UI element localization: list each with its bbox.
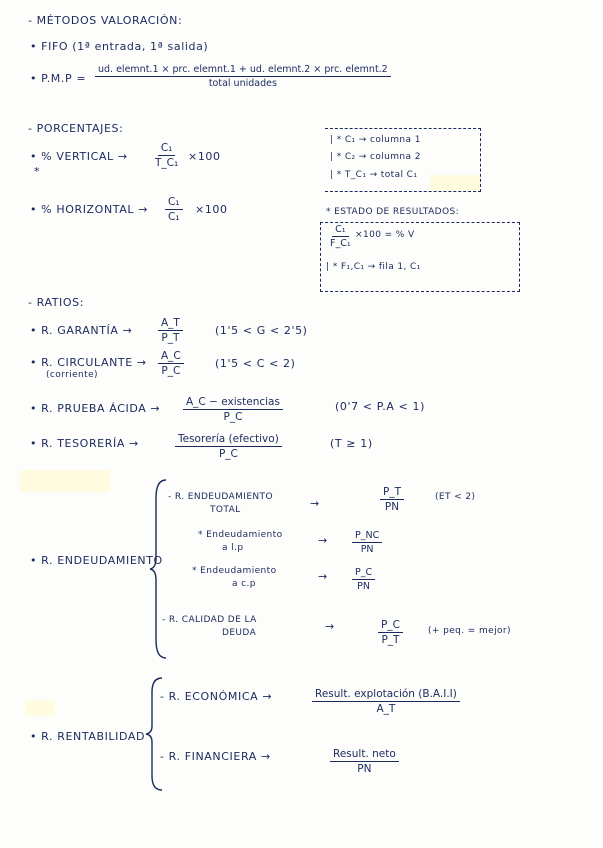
economica-label: - R. ECONÓMICA → [160, 690, 273, 703]
endeudamiento-lp-line1: * Endeudamiento [198, 530, 283, 540]
economica-numerator: Result. explotación (B.A.I.I) [312, 688, 460, 702]
financiera-formula [330, 748, 399, 775]
tesoreria-numerator: Tesorería (efectivo) [175, 433, 282, 447]
endeudamiento-lp-arrow: → [318, 534, 328, 547]
horizontal-denominator: C₁ [168, 211, 180, 223]
rentabilidad-label: • R. RENTABILIDAD [30, 730, 146, 743]
garantia-formula [158, 317, 183, 344]
economica-formula [312, 688, 460, 715]
calidad-deuda-denominator: P_T [381, 634, 400, 646]
highlight-mark [25, 700, 55, 716]
endeudamiento-total-numerator: P_T [380, 486, 404, 500]
calidad-deuda-formula [378, 619, 403, 646]
garantia-denominator: P_T [161, 332, 180, 344]
pmp-denominator: total unidades [208, 78, 277, 89]
vertical-multiplier: ×100 [188, 150, 221, 163]
calidad-deuda-note: (+ peq. = mejor) [428, 626, 511, 636]
circulante-formula [158, 350, 184, 377]
estado-formula [330, 224, 351, 249]
vertical-label: • % VERTICAL → [30, 150, 128, 163]
endeudamiento-total-arrow: → [310, 497, 320, 510]
endeudamiento-total-formula [380, 486, 404, 513]
endeudamiento-lp-line2: a l.p [222, 543, 244, 553]
prueba-formula [183, 396, 283, 423]
endeudamiento-total-denominator: PN [384, 501, 400, 513]
tesoreria-formula [175, 433, 282, 460]
financiera-denominator: PN [357, 763, 372, 775]
calidad-deuda-arrow: → [325, 620, 335, 633]
legend-line-3: | * T_C₁ → total C₁ [330, 170, 418, 180]
horizontal-numerator: C₁ [165, 196, 183, 210]
fifo-line: • FIFO (1ª entrada, 1ª salida) [30, 40, 209, 53]
section-title-ratios: - RATIOS: [28, 296, 85, 309]
endeudamiento-cp-denominator: PN [357, 581, 370, 592]
calidad-deuda-numerator: P_C [378, 619, 403, 633]
tesoreria-range: (T ≥ 1) [330, 437, 373, 450]
estado-equation: ×100 = % V [355, 230, 415, 240]
endeudamiento-total-range: (ET < 2) [435, 492, 476, 502]
prueba-numerator: A_C − existencias [183, 396, 283, 410]
prueba-label: • R. PRUEBA ÁCIDA → [30, 402, 161, 415]
endeudamiento-lp-denominator: PN [360, 544, 374, 555]
prueba-denominator: P_C [223, 411, 243, 423]
garantia-label: • R. GARANTÍA → [30, 324, 133, 337]
economica-denominator: A_T [376, 703, 396, 715]
legend-line-2: | * C₂ → columna 2 [330, 152, 421, 162]
financiera-label: - R. FINANCIERA → [160, 750, 271, 763]
circulante-label: • R. CIRCULANTE → [30, 356, 147, 369]
circulante-sub: (corriente) [46, 370, 98, 380]
endeudamiento-cp-formula [352, 567, 375, 592]
endeudamiento-cp-arrow: → [318, 570, 328, 583]
endeudamiento-total-line2: TOTAL [210, 505, 241, 515]
endeudamiento-lp-numerator: P_NC [352, 530, 382, 543]
horizontal-multiplier: ×100 [195, 203, 228, 216]
circulante-numerator: A_C [158, 350, 184, 364]
circulante-range: (1'5 < C < 2) [215, 357, 296, 370]
estado-numerator: C₁ [332, 224, 348, 237]
estado-denominator: F_C₁ [330, 238, 351, 249]
endeudamiento-cp-line1: * Endeudamiento [192, 566, 277, 576]
estado-line-2: | * F₁,C₁ → fila 1, C₁ [326, 262, 421, 272]
endeudamiento-brace [148, 478, 168, 660]
calidad-deuda-line1: - R. CALIDAD DE LA [162, 615, 257, 625]
garantia-numerator: A_T [158, 317, 183, 331]
horizontal-formula [165, 196, 183, 223]
section-title-porcentajes: - PORCENTAJES: [28, 122, 124, 135]
endeudamiento-cp-numerator: P_C [352, 567, 375, 580]
endeudamiento-label: • R. ENDEUDAMIENTO [30, 554, 163, 567]
pmp-label: • P.M.P = [30, 72, 87, 85]
tesoreria-denominator: P_C [218, 448, 238, 460]
garantia-range: (1'5 < G < 2'5) [215, 324, 308, 337]
tesoreria-label: • R. TESORERÍA → [30, 437, 139, 450]
legend-line-1: | * C₁ → columna 1 [330, 135, 421, 145]
prueba-range: (0'7 < P.A < 1) [335, 400, 425, 413]
pmp-numerator: ud. elemnt.1 × prc. elemnt.1 + ud. elemnt.2 × prc. elemnt.2 [95, 64, 391, 77]
vertical-numerator: C₁ [158, 142, 176, 156]
highlight-mark [20, 470, 110, 492]
horizontal-label: • % HORIZONTAL → [30, 203, 149, 216]
vertical-star: * [34, 165, 41, 178]
estado-title: * ESTADO DE RESULTADOS: [326, 207, 459, 217]
section-title-metodos: - MÉTODOS VALORACIÓN: [28, 14, 183, 27]
vertical-formula [155, 142, 178, 169]
endeudamiento-total-line1: - R. ENDEUDAMIENTO [168, 492, 273, 502]
pmp-formula [95, 64, 391, 89]
endeudamiento-lp-formula [352, 530, 382, 555]
financiera-numerator: Result. neto [330, 748, 399, 762]
endeudamiento-cp-line2: a c.p [232, 579, 256, 589]
calidad-deuda-line2: DEUDA [222, 628, 257, 638]
vertical-denominator: T_C₁ [155, 157, 179, 169]
circulante-denominator: P_C [161, 365, 181, 377]
